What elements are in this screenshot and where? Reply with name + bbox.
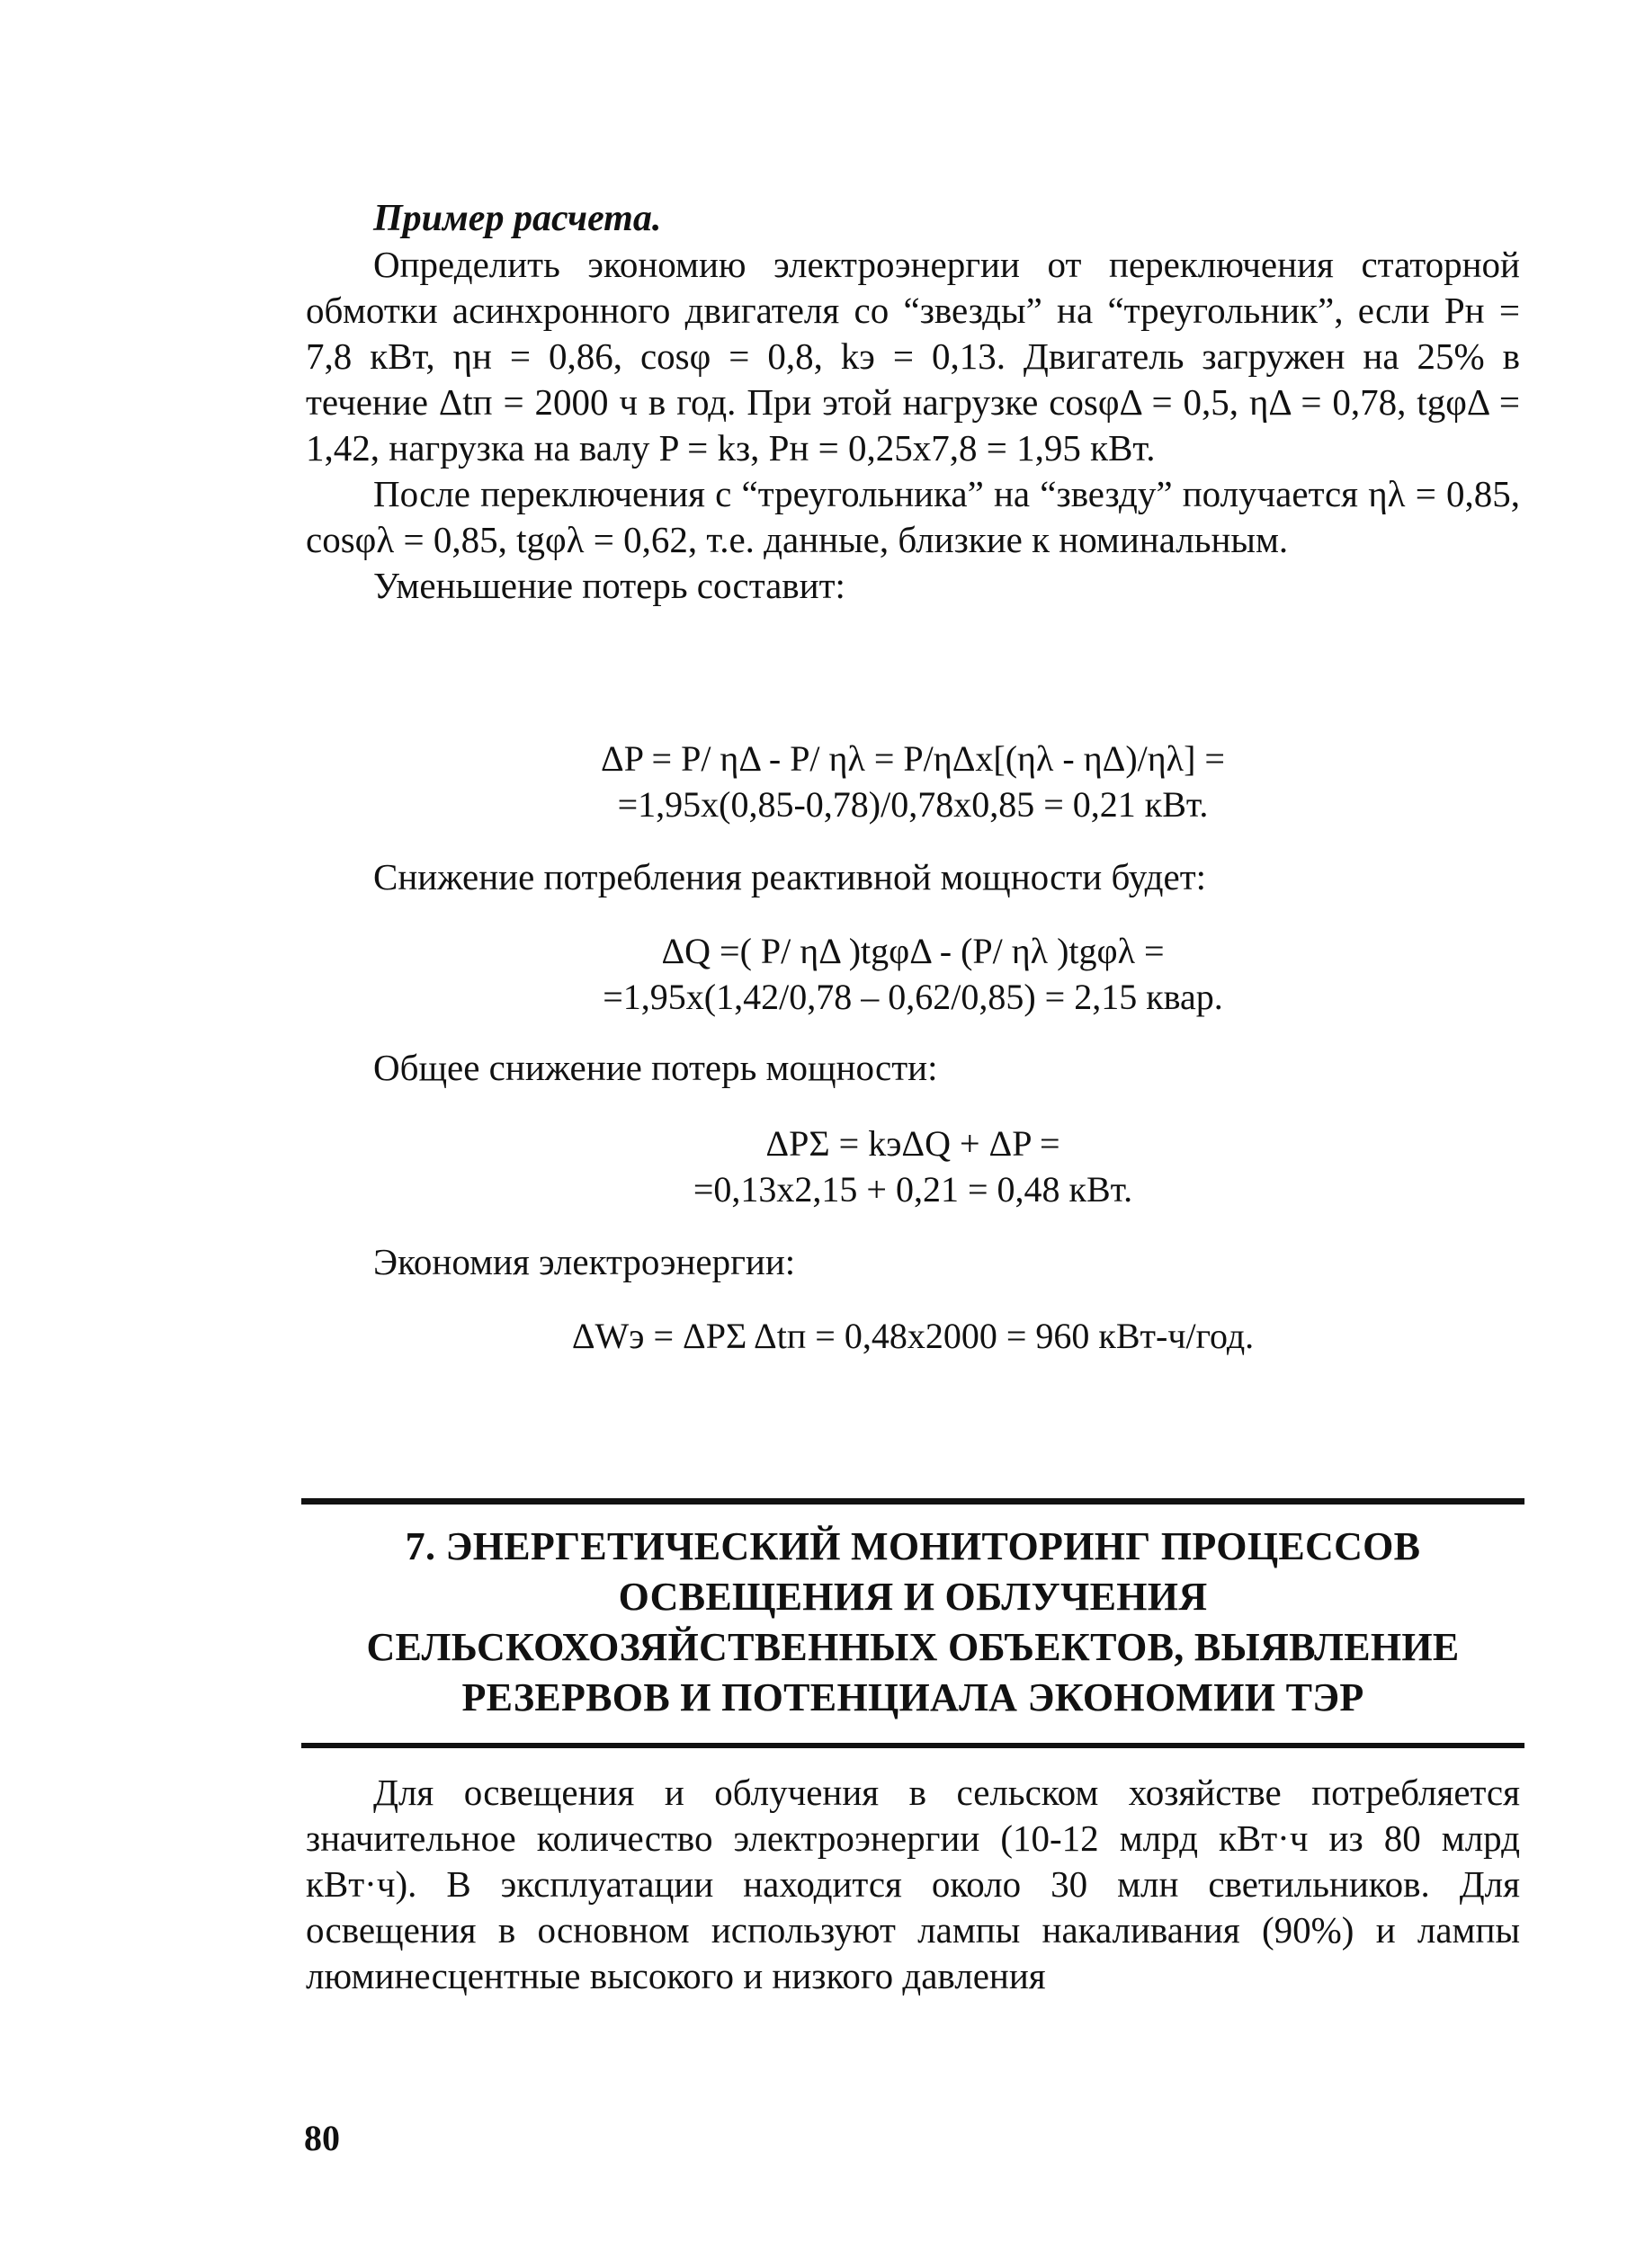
section-heading-line-2: ОСВЕЩЕНИЯ И ОБЛУЧЕНИЯ — [618, 1575, 1208, 1619]
section-body — [306, 1770, 1520, 1999]
formula-block-4 — [306, 1313, 1520, 1359]
example-paragraph-3: Уменьшение потерь составит: — [373, 565, 845, 606]
formula-block-1 — [306, 736, 1520, 827]
formula-2b: =1,95x(1,42/0,78 – 0,62/0,85) = 2,15 квар. — [603, 977, 1223, 1017]
formula-3a: ΔPΣ = kэΔQ + ΔP = — [765, 1123, 1060, 1164]
formula-1a: ΔP = P/ ηΔ - P/ ηλ = P/ηΔx[(ηλ - ηΔ)/ηλ] = — [601, 738, 1225, 779]
text-block-4 — [306, 854, 1520, 900]
section-paragraph: Для освещения и облучения в сельском хозяйстве потребляется значительное количество электроэнергии (10-12 млрд кВт·ч из 80 млрд кВт·ч). В эксплуатации находится около 30 млн светильников. Для освещения в основном используют лампы накаливания (90%) и лампы люминесцентные высокого и низкого давления — [306, 1772, 1520, 1996]
example-paragraph-5: Общее снижение потерь мощности: — [373, 1047, 938, 1088]
example-paragraph-6: Экономия электроэнергии: — [373, 1241, 796, 1282]
section-heading-line-4: РЕЗЕРВОВ И ПОТЕНЦИАЛА ЭКОНОМИИ ТЭР — [461, 1675, 1364, 1719]
text-block-5 — [306, 1045, 1520, 1091]
formula-block-3 — [306, 1121, 1520, 1212]
formula-4: ΔWэ = ΔPΣ Δtп = 0,48x2000 = 960 кВт-ч/год. — [571, 1316, 1255, 1356]
formula-1b: =1,95x(0,85-0,78)/0,78x0,85 = 0,21 кВт. — [617, 784, 1209, 825]
formula-2a: ΔQ =( P/ ηΔ )tgφΔ - (P/ ηλ )tgφλ = — [661, 931, 1165, 971]
section-heading-line-3: СЕЛЬСКОХОЗЯЙСТВЕННЫХ ОБЪЕКТОВ, ВЫЯВЛЕНИЕ — [366, 1625, 1460, 1669]
example-block — [306, 196, 1520, 609]
formula-3b: =0,13x2,15 + 0,21 = 0,48 кВт. — [693, 1169, 1133, 1210]
example-paragraph-1: Определить экономию электроэнергии от переключения статорной обмотки асинхронного двигателя со “звезды” на “треугольник”, если Pн = 7,8 кВт, ηн = 0,86, cosφ = 0,8, kэ = 0,13. Двигатель загружен на 25% в течение Δtп = 2000 ч в год. При этой нагрузке cosφΔ = 0,5, ηΔ = 0,78, tgφΔ = 1,42, нагрузка на валу P = kз, Pн = 0,25х7,8 = 1,95 кВт. — [306, 244, 1520, 469]
heading-bottom-rule — [301, 1743, 1524, 1748]
formula-block-2 — [306, 928, 1520, 1020]
example-paragraph-2: После переключения с “треугольника” на “звезду” получается ηλ = 0,85, cosφλ = 0,85, tgφλ = 0,62, т.е. данные, близкие к номинальным. — [306, 473, 1520, 560]
page-number: 80 — [304, 2118, 340, 2158]
section-heading-line-1: 7. ЭНЕРГЕТИЧЕСКИЙ МОНИТОРИНГ ПРОЦЕССОВ — [405, 1524, 1421, 1568]
heading-top-rule — [301, 1498, 1524, 1505]
text-block-6 — [306, 1239, 1520, 1285]
example-title: Пример расчета. — [373, 198, 662, 239]
section-heading — [306, 1522, 1520, 1723]
example-paragraph-4: Снижение потребления реактивной мощности будет: — [373, 856, 1207, 897]
